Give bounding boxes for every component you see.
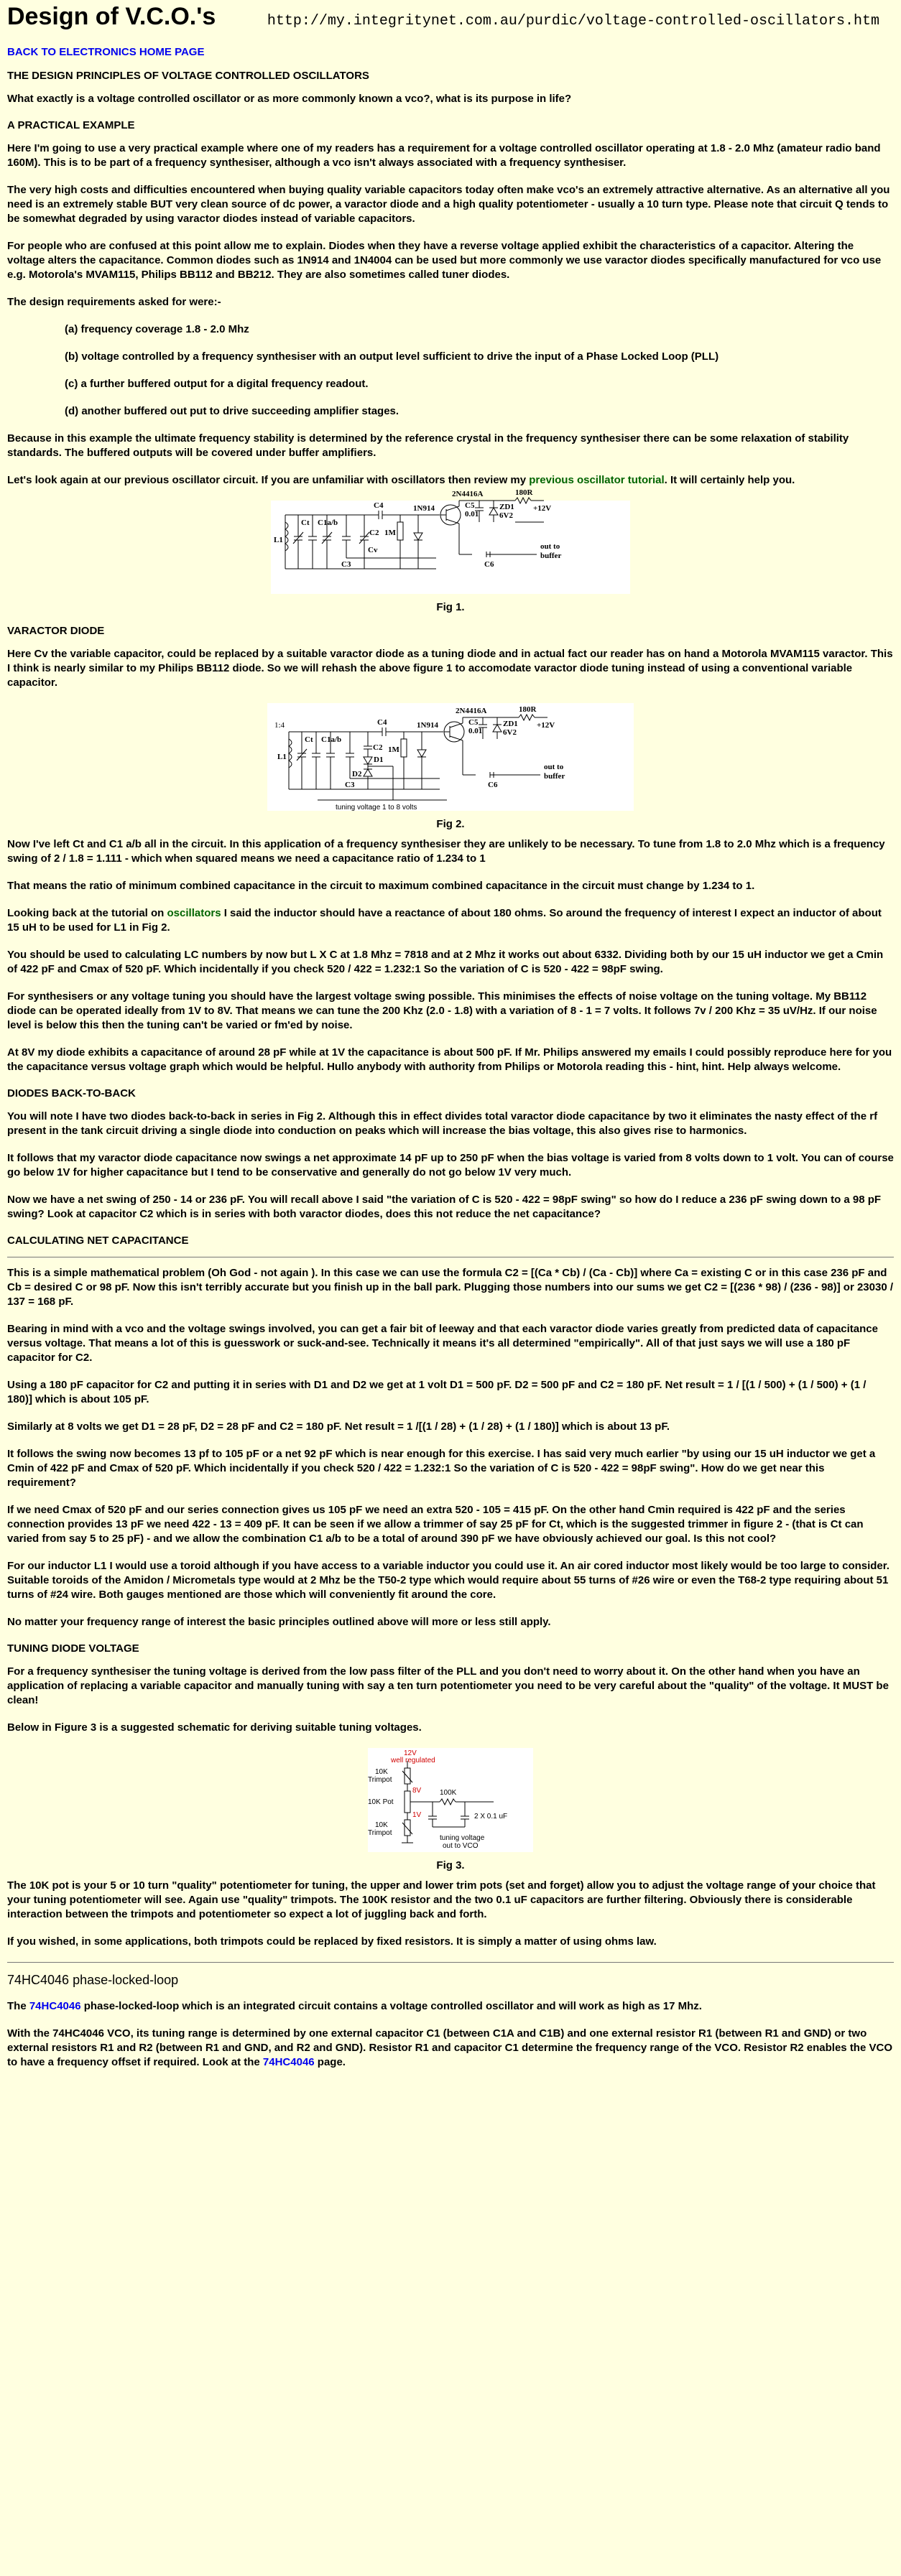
paragraph: It follows the swing now becomes 13 pf to 105 pF or a net 92 pF which is near enough for this exercise. I has said very much earlier "by using our 15 uH inductor we get a Cmin of 422 pF and Cmax of 520 pF. Which incidentally if you check 520 / 422 = 1.232:1 So the variation of C is 520 - 422 = 98pF swing". How do we get near this requirement? xyxy=(7,1448,876,1489)
paragraph: Because in this example the ultimate frequency stability is determined by the reference crystal in the frequency synthesiser there can be some relaxation of stability standards. The buffered outputs will be covered under buffer amplifiers. xyxy=(7,432,849,459)
lower-voltage-label: 1V xyxy=(412,1811,422,1819)
paragraph: Now I've left Ct and C1 a/b all in the circuit. In this application of a frequency synthesiser they are unlikely to be necessary. To tune from 1.8 to 2.0 Mhz which is a frequency swing of 2 / 1.8 = 1.111 - which when squared means we need a capacitance ratio of 1.234 to 1 xyxy=(7,838,885,865)
requirement-item: (a) frequency coverage 1.8 - 2.0 Mhz xyxy=(65,323,249,335)
figure-1 xyxy=(7,488,894,613)
paragraph: Let's look again at our previous oscillator circuit. If you are unfamiliar with oscillators then review my previous oscillator tutorial. It will certainly help you. xyxy=(7,474,795,486)
paragraph: Here Cv the variable capacitor, could be replaced by a suitable varactor diode as a tuning diode and in actual fact our reader has on hand a Motorola MVAM115 varactor. This I think is nearly similar to my Philips BB112 diode. So we will rehash the above figure 1 to accomodate varactor diode tuning instead of using a conventional variable capacitor. xyxy=(7,648,893,689)
title-row xyxy=(7,0,894,33)
paragraph: If we need Cmax of 520 pF and our series connection gives us 105 pF we need an extra 520 - 105 = 415 pF. On the other hand Cmin required is 422 pF and the series connection provides 13 pF we need 422 - 13 = 409 pF. It can be seen if we allow a trimmer of say 25 pF for Ct, which is the suggested trimmer in figure 2 - (that is Ct can varied from say 5 to 25 pF) - and we allow the combination C1 a/b to be a total of around 390 pF we have obviously achieved our goal. Is this not cool? xyxy=(7,1504,864,1545)
top-trimpot-value: 10K xyxy=(375,1768,388,1776)
c1ab-label: C1a/b xyxy=(321,735,342,744)
paragraph: With the 74HC4046 VCO, its tuning range is determined by one external capacitor C1 (between C1A and C1B) and one external resistor R1 (between R1 and GND) or two external resistors R1 and R2 (between R1 and GND, and R2 and GND). Resistor R1 and capacitor C1 determine the frequency range of the VCO. Resistor R2 enables the VCO to have a frequency offset if required. Look at the 74HC4046 page. xyxy=(7,2027,892,2068)
paragraph: You will note I have two diodes back-to-back in series in Fig 2. Although this in effect divides total varactor diode capacitance by two it eliminates the nasty effect of the rf present in the tank circuit driving a single diode into conduction on peaks which will increase the bias voltage, this also gives rise to harmonics. xyxy=(7,1110,878,1137)
tuning-pot-label: 10K Pot xyxy=(368,1798,394,1806)
supply-label: +12V xyxy=(533,504,552,513)
paragraph: For our inductor L1 I would use a toroid although if you have access to a variable inductor you could use it. An air cored inductor most likely would be too large to consider. Suitable toroids of the Amidon / Micrometals type would at 2 Mhz be the T50-2 type which would require about 55 turns of #26 wire or even the T68-2 type requiring about 51 turns of #24 wire. Both gauges mentioned are those which will conveniently fit around the core. xyxy=(7,1560,890,1601)
c5-value: 0.01 xyxy=(465,510,479,519)
oscillators-link[interactable]: oscillators xyxy=(167,907,221,919)
c1ab-label: C1a/b xyxy=(318,519,338,527)
b2b-heading: DIODES BACK-TO-BACK xyxy=(7,1087,136,1099)
paragraph: For a frequency synthesiser the tuning voltage is derived from the low pass filter of the PLL and you don't need to worry about it. On the other hand when you have an application of replacing a variable capacitor and manually tuning with say a ten turn potentiometer you need to be very careful about the "quality" of the voltage. It MUST be clean! xyxy=(7,1665,889,1706)
paragraph: The very high costs and difficulties encountered when buying quality variable capacitors today often make vco's an extremely attractive alternative. As an alternative all you need is an extremely stable BUT very clean source of dc power, a varactor diode and a high quality potentiometer - usually a 10 turn type. Please note that circuit Q tends to be somewhat degraded by using varactor diodes instead of variable capacitors. xyxy=(7,184,890,225)
buffer-label: buffer xyxy=(540,552,562,560)
figure-1-caption: Fig 1. xyxy=(436,601,465,613)
filter-caps-label: 2 X 0.1 uF xyxy=(474,1813,508,1821)
home-link[interactable]: BACK TO ELECTRONICS HOME PAGE xyxy=(7,46,205,58)
paragraph: The 10K pot is your 5 or 10 turn "quality" potentiometer for tuning, the upper and lower trim pots (set and forget) allow you to adjust the voltage range of your choice that your tuning potentiometer will see. Again use "quality" trimpots. The 100K resistor and the two 0.1 uF capacitors are further filtering. Obviously there is considerable interaction between the trimpots and potentiometer so expect a lot of juggling back and forth. xyxy=(7,1879,876,1920)
zd1-label: ZD1 xyxy=(503,720,518,728)
paragraph: That means the ratio of minimum combined capacitance in the circuit to maximum combined capacitance in the circuit must change by 1.234 to 1. xyxy=(7,880,755,892)
paragraph: If you wished, in some applications, both trimpots could be replaced by fixed resistors. It is simply a matter of using ohms law. xyxy=(7,1935,657,1948)
paragraph: You should be used to calculating LC numbers by now but L X C at 1.8 Mhz = 7818 and at 2 Mhz it works out about 6332. Dividing both by our 15 uH inductor we get a Cmin of 422 pF and Cmax of 520 pF. Which incidentally if you check 520 / 422 = 1.232:1 So the variation of C is 520 - 422 = 98pF swing. xyxy=(7,949,884,975)
paragraph: Bearing in mind with a vco and the voltage swings involved, you can get a fair bit of leeway and that each varactor diode varies greatly from predicted data of capacitance versus voltage. That means a lot of this is guesswork or suck-and-see. Technically it means it's all determined "empirically". All of that just says we will use a 180 pF capacitor for C2. xyxy=(7,1323,878,1364)
cv-label: Cv xyxy=(368,546,378,554)
figure-3 xyxy=(7,1748,894,1871)
paragraph: Here I'm going to use a very practical example where one of my readers has a requirement for a voltage controlled oscillator operating at 1.8 - 2.0 Mhz (amateur radio band 160M). This is to be part of a frequency synthesiser, although a vco isn't always associated with a frequency synthesiser. xyxy=(7,142,881,169)
c6-label: C6 xyxy=(484,560,494,569)
c2-label: C2 xyxy=(369,529,379,537)
paragraph: This is a simple mathematical problem (Oh God - not again ). In this case we can use the formula C2 = [(Ca * Cb) / (Ca - Cb)] where Ca = existing C or in this case 236 pF and Cb = desired C or 98 pF. Now this isn't terribly accurate but you finish up in the ball park. Plugging those numbers into our sums we get C2 = [(236 * 98) / (236 - 98)] or 23030 / 137 = 168 pF. xyxy=(7,1267,894,1308)
d1-label: D1 xyxy=(374,755,384,764)
c5-label: C5 xyxy=(465,501,475,510)
practical-heading: A PRACTICAL EXAMPLE xyxy=(7,119,135,131)
transistor-label: 2N4416A xyxy=(456,707,487,715)
paragraph: Similarly at 8 volts we get D1 = 28 pF, D2 = 28 pF and C2 = 180 pF. Net result = 1 /[(1 / 28) + (1 / 28) + (1 / 180)] which is about 13 pF. xyxy=(7,1420,670,1433)
c6-label: C6 xyxy=(488,781,498,789)
resistor-1m-label: 1M xyxy=(384,529,396,537)
upper-voltage-label: 8V xyxy=(412,1787,422,1795)
paragraph: At 8V my diode exhibits a capacitance of around 28 pF while at 1V the capacitance is about 500 pF. If Mr. Philips answered my emails I could possibly reproduce here for you the capacitance versus voltage graph which would be helpful. Hullo anybody with authority from Philips or Motorola reading this - hint, hint. Help always welcome. xyxy=(7,1046,892,1073)
paragraph: For people who are confused at this point allow me to explain. Diodes when they have a reverse voltage applied exhibit the characteristics of a capacitor. Altering the voltage alters the capacitance. Common diodes such as 1N914 and 1N4004 can be used but more commonly we use varactor diodes specifically manufactured for vco use e.g. Motorola's MVAM115, Philips BB112 and BB212. They are also sometimes called tuner diodes. xyxy=(7,240,882,281)
resistor-180r-label: 180R xyxy=(515,488,533,497)
l1-label: L1 xyxy=(274,536,283,544)
requirement-item: (d) another buffered out put to drive succeeding amplifier stages. xyxy=(65,405,399,417)
l1-label: L1 xyxy=(277,753,287,761)
ct-label: Ct xyxy=(301,519,310,527)
oscillator-tutorial-link[interactable]: previous oscillator tutorial xyxy=(529,474,665,486)
c5-label: C5 xyxy=(468,718,479,727)
c3-label: C3 xyxy=(345,781,355,789)
paragraph: The design requirements asked for were:- xyxy=(7,296,221,308)
transformer-ratio-label: 1:4 xyxy=(274,721,285,730)
zd1-value: 6V2 xyxy=(503,728,517,737)
paragraph: No matter your frequency range of interest the basic principles outlined above will more or less still apply. xyxy=(7,1616,551,1628)
resistor-100k-label: 100K xyxy=(440,1789,457,1797)
figure-2 xyxy=(7,703,894,830)
c3-label: C3 xyxy=(341,560,351,569)
out-to-label: out to xyxy=(540,542,560,551)
c4-label: C4 xyxy=(377,718,387,727)
buffer-label: buffer xyxy=(544,772,565,781)
zd1-label: ZD1 xyxy=(499,503,514,511)
divider xyxy=(7,1962,894,1963)
bottom-trimpot-value: 10K xyxy=(375,1821,388,1829)
figure-2-caption: Fig 2. xyxy=(436,818,465,830)
supply-label: +12V xyxy=(537,721,555,730)
supply-12v-label: 12V xyxy=(404,1749,417,1757)
c5-value: 0.01 xyxy=(468,727,483,735)
diode-1n914-label: 1N914 xyxy=(417,721,438,730)
figure-2-schematic xyxy=(267,703,634,811)
c4-label: C4 xyxy=(374,501,384,510)
page-url: http://my.integritynet.com.au/purdic/voltage-controlled-oscillators.htm xyxy=(267,13,879,29)
paragraph: Using a 180 pF capacitor for C2 and putting it in series with D1 and D2 we get at 1 volt D1 = 500 pF. D2 = 500 pF and C2 = 180 pF. Net result = 1 / [(1 / 500) + (1 / 500) + (1 / 180)] which is about 105 pF. xyxy=(7,1379,867,1405)
resistor-180r-label: 180R xyxy=(519,705,537,714)
requirements-list xyxy=(7,322,894,419)
requirement-item: (c) a further buffered output for a digital frequency readout. xyxy=(65,378,369,390)
paragraph: The 74HC4046 phase-locked-loop which is an integrated circuit contains a voltage controlled oscillator and will work as high as 17 Mhz. xyxy=(7,2000,702,2012)
intro-question: What exactly is a voltage controlled oscillator or as more commonly known a vco?, what is its purpose in life? xyxy=(7,93,572,105)
ct-label: Ct xyxy=(305,735,313,744)
varactor-heading: VARACTOR DIODE xyxy=(7,625,105,637)
netcap-heading: CALCULATING NET CAPACITANCE xyxy=(7,1234,189,1247)
c2-label: C2 xyxy=(373,743,383,752)
74hc4046-page-link[interactable]: 74HC4046 xyxy=(262,2056,315,2068)
figure-3-caption: Fig 3. xyxy=(436,1859,465,1871)
site-title: Design of V.C.O.'s xyxy=(7,3,216,30)
figure-3-schematic xyxy=(368,1748,533,1852)
tuning-voltage-label: tuning voltage 1 to 8 volts xyxy=(336,804,417,812)
pll-heading: 74HC4046 phase-locked-loop xyxy=(7,1973,179,1987)
top-trimpot-label: Trimpot xyxy=(368,1776,392,1784)
paragraph: Now we have a net swing of 250 - 14 or 236 pF. You will recall above I said "the variation of C is 520 - 422 = 98pF swing" so how do I reduce a 236 pF swing down to a 98 pF swing? Look at capacitor C2 which is in series with both varactor diodes, does this not reduce the net capacitance? xyxy=(7,1194,882,1220)
74hc4046-link[interactable]: 74HC4046 xyxy=(29,2000,81,2012)
resistor-1m-label: 1M xyxy=(388,745,399,754)
figure-1-schematic xyxy=(271,488,630,594)
main-title: THE DESIGN PRINCIPLES OF VOLTAGE CONTROLLED OSCILLATORS xyxy=(7,70,369,82)
vco-output-label: out to VCO xyxy=(443,1842,479,1850)
transistor-label: 2N4416A xyxy=(452,490,484,498)
d2-label: D2 xyxy=(352,770,362,778)
diode-1n914-label: 1N914 xyxy=(413,504,435,513)
tuning-heading: TUNING DIODE VOLTAGE xyxy=(7,1642,139,1655)
well-regulated-label: well regulated xyxy=(391,1757,435,1764)
out-to-label: out to xyxy=(544,763,564,771)
tuning-output-label: tuning voltage xyxy=(440,1834,485,1842)
zd1-value: 6V2 xyxy=(499,511,513,520)
requirement-item: (b) voltage controlled by a frequency synthesiser with an output level sufficient to drive the input of a Phase Locked Loop (PLL) xyxy=(65,350,719,363)
paragraph: Looking back at the tutorial on oscillators I said the inductor should have a reactance of about 180 ohms. So around the frequency of interest I expect an inductor of about 15 uH to be used for L1 in Fig 2. xyxy=(7,907,882,934)
paragraph: For synthesisers or any voltage tuning you should have the largest voltage swing possible. This minimises the effects of noise voltage on the tuning voltage. My BB112 diode can be operated ideally from 1V to 8V. That means we can tune the 200 Khz (2.0 - 1.8) with a variation of 8 - 1 = 7 volts. It follows 7v / 200 Khz = 35 uV/Hz. If our noise level is below this then the tuning can't be varied or fm'ed by noise. xyxy=(7,990,877,1031)
paragraph: It follows that my varactor diode capacitance now swings a net approximate 14 pF up to 250 pF when the bias voltage is varied from 8 volts down to 1 volt. You can of course go below 1V for higher capacitance but I tend to be conservative and generally do not go below 1V very much. xyxy=(7,1152,894,1178)
paragraph: Below in Figure 3 is a suggested schematic for deriving suitable tuning voltages. xyxy=(7,1721,422,1734)
bottom-trimpot-label: Trimpot xyxy=(368,1829,392,1837)
